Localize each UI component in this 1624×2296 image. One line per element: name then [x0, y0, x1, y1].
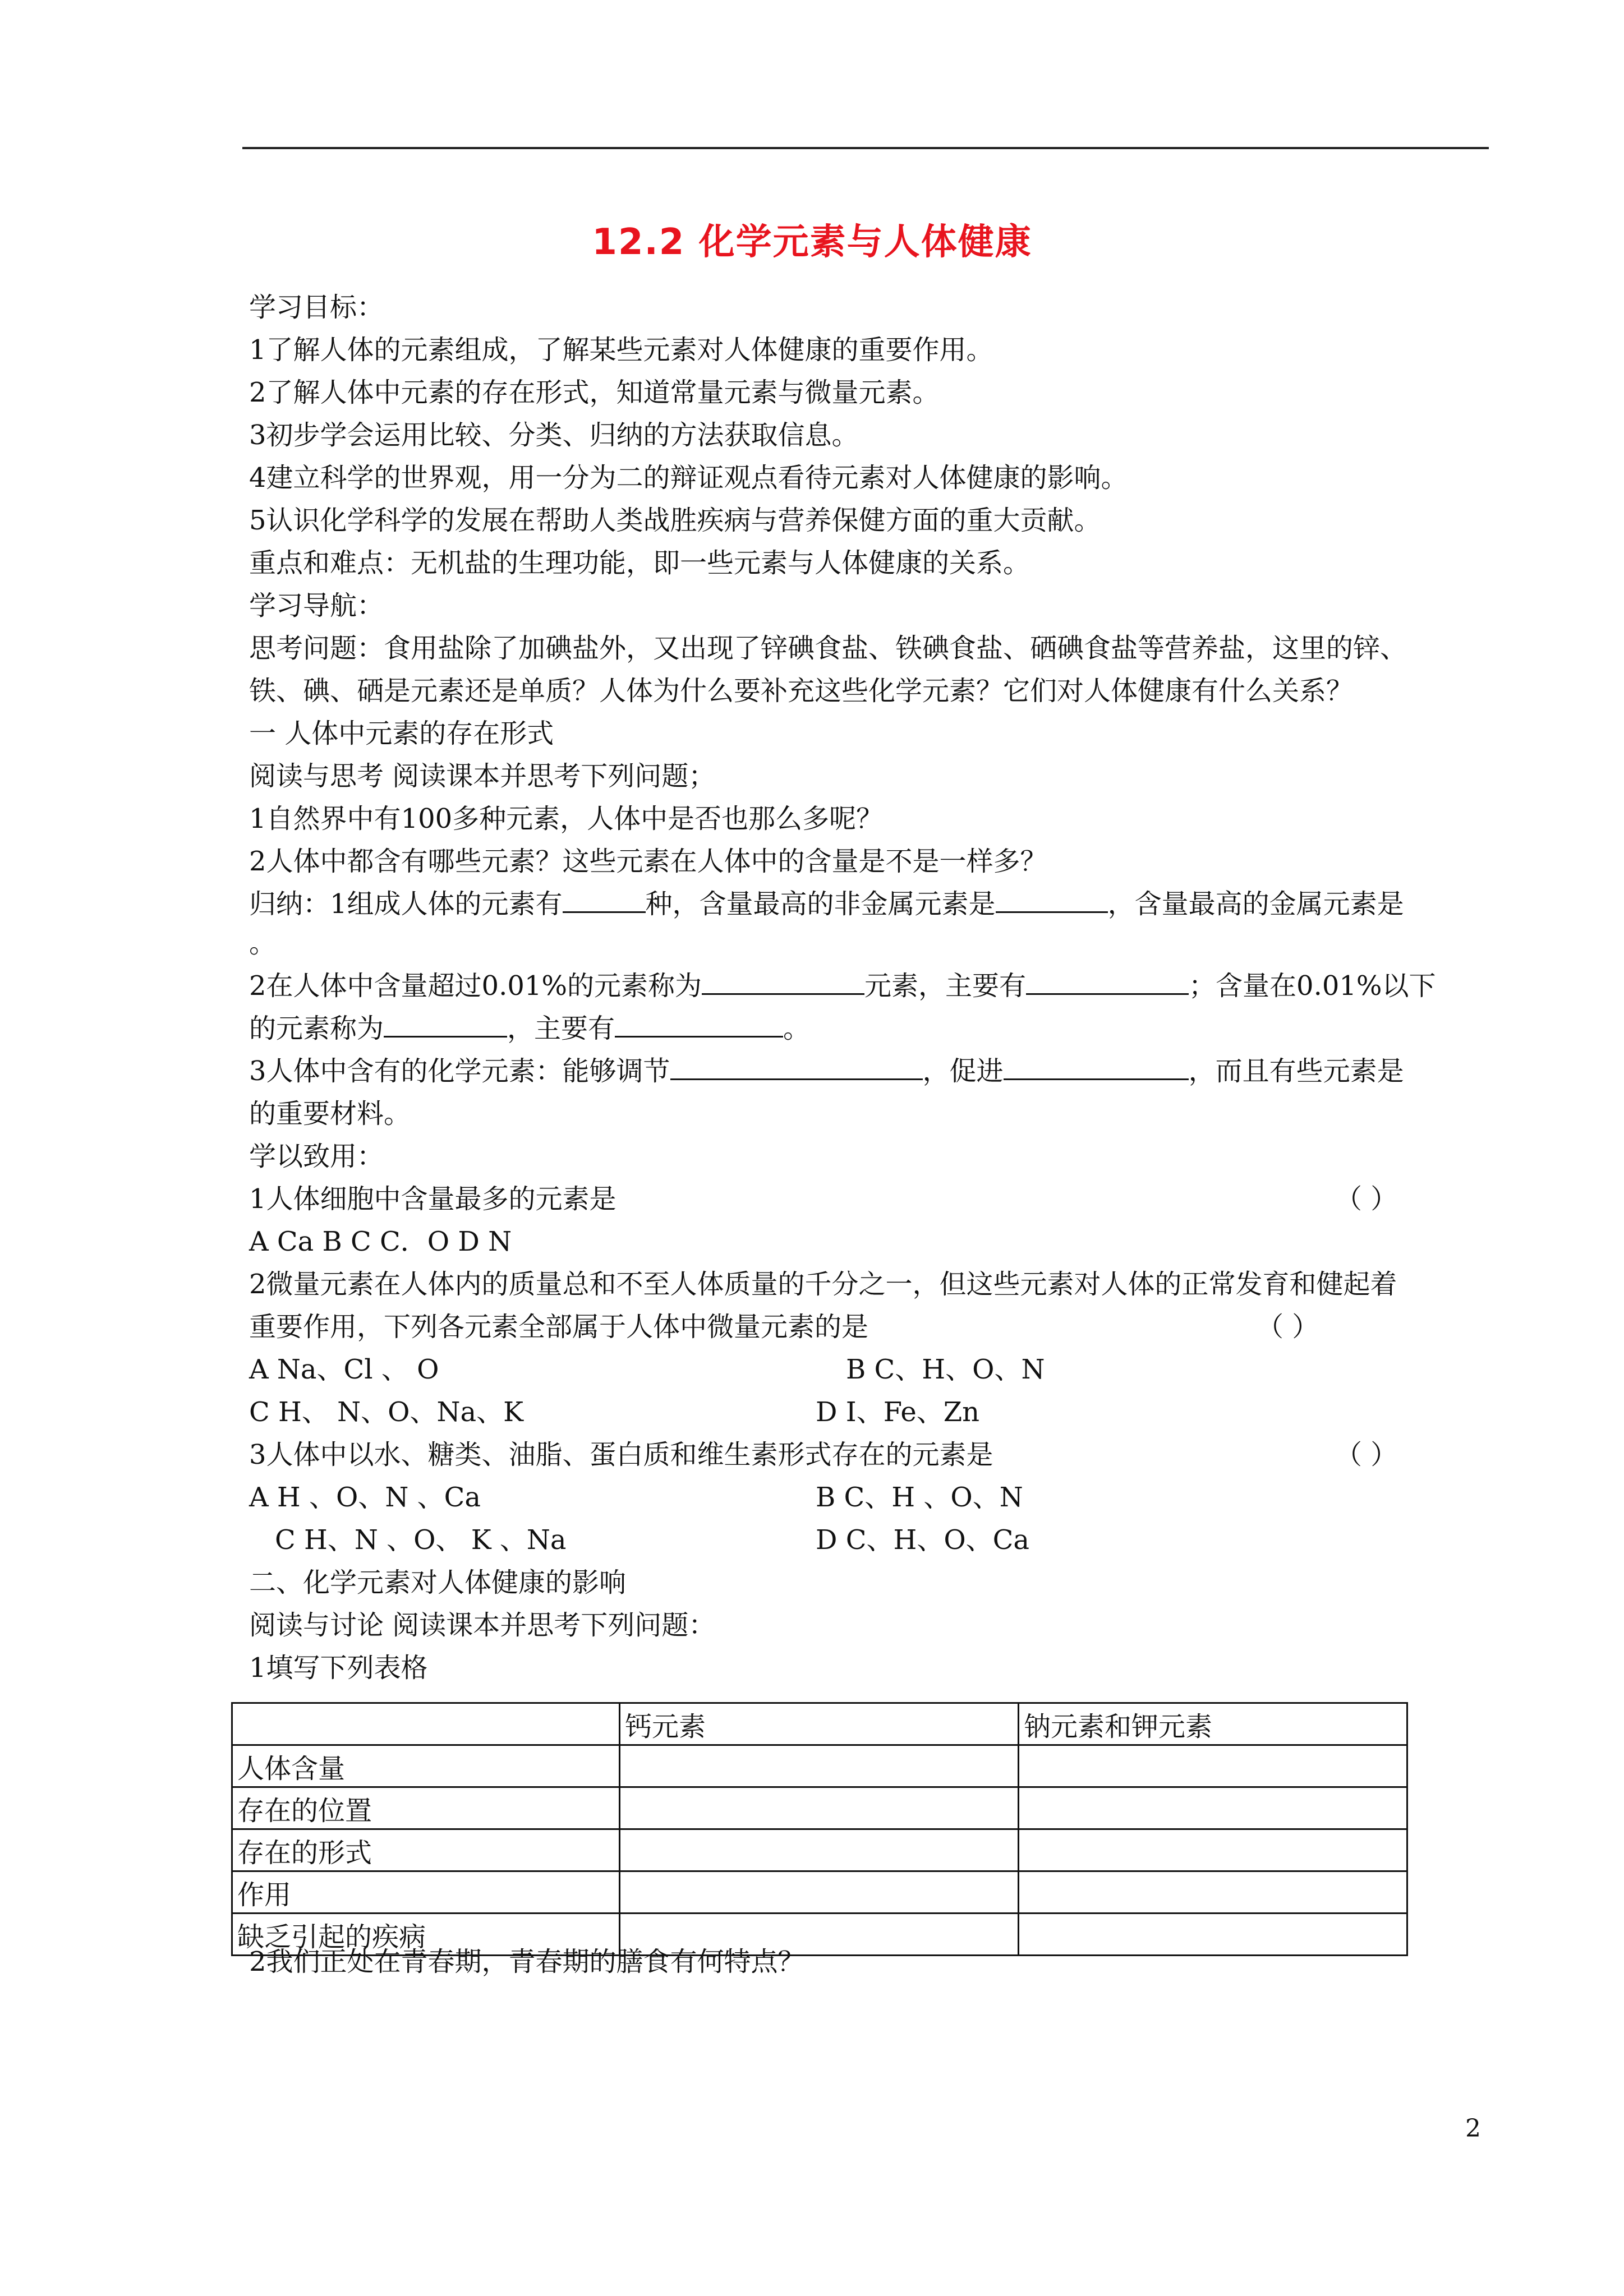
fill-table-instruction: 1填写下列表格 — [249, 1652, 428, 1684]
problem-2-option-c: C H、 N、O、Na、K — [249, 1396, 523, 1428]
problem-1-options: A Ca B C C．O D N — [249, 1226, 512, 1257]
answer-blank[interactable] — [670, 1056, 923, 1080]
section-2-heading: 二、化学元素对人体健康的影响 — [249, 1567, 627, 1598]
header-rule — [242, 147, 1489, 149]
answer-blank[interactable] — [1026, 971, 1189, 995]
problem-1: 1人体细胞中含量最多的元素是 — [249, 1183, 617, 1215]
table-cell[interactable] — [620, 1829, 1019, 1871]
table-row-label: 存在的形式 — [232, 1829, 620, 1871]
goal-2: 2了解人体中元素的存在形式，知道常量元素与微量元素。 — [249, 377, 940, 408]
answer-blank[interactable] — [1004, 1056, 1189, 1080]
goal-4: 4建立科学的世界观，用一分为二的辩证观点看待元素对人体健康的影响。 — [249, 462, 1128, 494]
question-2: 2人体中都含有哪些元素？这些元素在人体中的含量是不是一样多？ — [249, 846, 1047, 877]
answer-paren[interactable]: （ ） — [1335, 1183, 1398, 1215]
table-cell[interactable] — [620, 1745, 1019, 1787]
question-1: 1自然界中有100多种元素，人体中是否也那么多呢？ — [249, 803, 884, 835]
table-cell[interactable] — [620, 1787, 1019, 1829]
problem-2-line-1: 2微量元素在人体内的质量总和不至人体质量的千分之一，但这些元素对人体的正常发育和健起着 — [249, 1269, 1397, 1300]
problem-3-option-b: B C、H 、O、N — [816, 1482, 1023, 1513]
goal-1: 1了解人体的元素组成，了解某些元素对人体健康的重要作用。 — [249, 334, 993, 366]
problem-3-option-d: D C、H、O、Ca — [816, 1524, 1030, 1556]
goal-3: 3初步学会运用比较、分类、归纳的方法获取信息。 — [249, 419, 859, 451]
table-cell[interactable] — [1019, 1871, 1407, 1914]
think-line-1: 思考问题：食用盐除了加碘盐外，又出现了锌碘食盐、铁碘食盐、硒碘食盐等营养盐，这里的锌、 — [249, 633, 1407, 664]
read-think: 阅读与思考 阅读课本并思考下列问题； — [249, 760, 716, 792]
answer-paren[interactable]: （ ） — [1257, 1311, 1319, 1343]
page-number: 2 — [1465, 2114, 1481, 2143]
summary-1: 归纳：1组成人体的元素有 种，含量最高的非金属元素是 ，含量最高的金属元素是 — [249, 888, 1404, 920]
table-cell[interactable] — [1019, 1829, 1407, 1871]
table-row-label: 存在的位置 — [232, 1787, 620, 1829]
problem-2-option-b: B C、H、O、N — [846, 1354, 1045, 1385]
nav-heading: 学习导航： — [249, 590, 384, 621]
summary-2-cont: 的元素称为 ，主要有 。 — [249, 1013, 811, 1044]
problem-2-option-d: D I、Fe、Zn — [816, 1396, 980, 1428]
table-row-label: 作用 — [232, 1871, 620, 1914]
section-1-heading: 一 人体中元素的存在形式 — [249, 718, 554, 749]
answer-blank[interactable] — [996, 889, 1108, 913]
think-line-2: 铁、碘、硒是元素还是单质？人体为什么要补充这些化学元素？它们对人体健康有什么关系？ — [249, 675, 1354, 707]
table-cell[interactable] — [620, 1871, 1019, 1914]
table-header-row — [232, 1703, 1407, 1745]
problem-2-line-2: 重要作用，下列各元素全部属于人体中微量元素的是 — [249, 1311, 869, 1343]
answer-blank[interactable] — [384, 1013, 507, 1038]
problem-3-option-a: A H 、O、N 、Ca — [249, 1482, 481, 1513]
problem-3: 3人体中以水、糖类、油脂、蛋白质和维生素形式存在的元素是 — [249, 1439, 993, 1470]
table-cell[interactable] — [1019, 1745, 1407, 1787]
summary-1-end: 。 — [249, 928, 277, 959]
summary-3: 3人体中含有的化学元素：能够调节 ，促进 ，而且有些元素是 — [249, 1055, 1404, 1087]
goal-5: 5认识化学科学的发展在帮助人类战胜疾病与营养保健方面的重大贡献。 — [249, 505, 1101, 536]
answer-blank[interactable] — [702, 971, 864, 995]
question-end: 2我们正处在青春期，青春期的膳食有何特点？ — [249, 1946, 805, 1977]
answer-paren[interactable]: （ ） — [1335, 1439, 1398, 1470]
table-row-label: 缺乏引起的疾病 — [232, 1914, 620, 1956]
problem-3-option-c: C H、N 、O、 K 、Na — [275, 1524, 567, 1556]
table-row — [232, 1745, 1407, 1787]
summary-3-end: 的重要材料。 — [249, 1098, 411, 1129]
answer-blank[interactable] — [563, 889, 646, 913]
page-title: 12.2 化学元素与人体健康 — [592, 222, 1032, 263]
table-header-cell: 钙元素 — [620, 1703, 1019, 1745]
table-row — [232, 1871, 1407, 1914]
apply-heading: 学以致用： — [249, 1141, 384, 1172]
element-table — [231, 1702, 1408, 1956]
key-points: 重点和难点：无机盐的生理功能，即一些元素与人体健康的关系。 — [249, 547, 1030, 579]
problem-2-option-a: A Na、Cl 、 O — [249, 1354, 439, 1385]
summary-2: 2在人体中含量超过0.01%的元素称为 元素，主要有 ；含量在0.01%以下 — [249, 970, 1436, 1002]
table-cell[interactable] — [1019, 1914, 1407, 1956]
goals-heading: 学习目标： — [249, 292, 384, 323]
table-row — [232, 1829, 1407, 1871]
read-discuss: 阅读与讨论 阅读课本并思考下列问题： — [249, 1610, 716, 1641]
table-row-label: 人体含量 — [232, 1745, 620, 1787]
answer-blank[interactable] — [615, 1013, 783, 1038]
table-header-cell — [232, 1703, 620, 1745]
table-header-cell: 钠元素和钾元素 — [1019, 1703, 1407, 1745]
table-cell[interactable] — [1019, 1787, 1407, 1829]
table-row — [232, 1787, 1407, 1829]
